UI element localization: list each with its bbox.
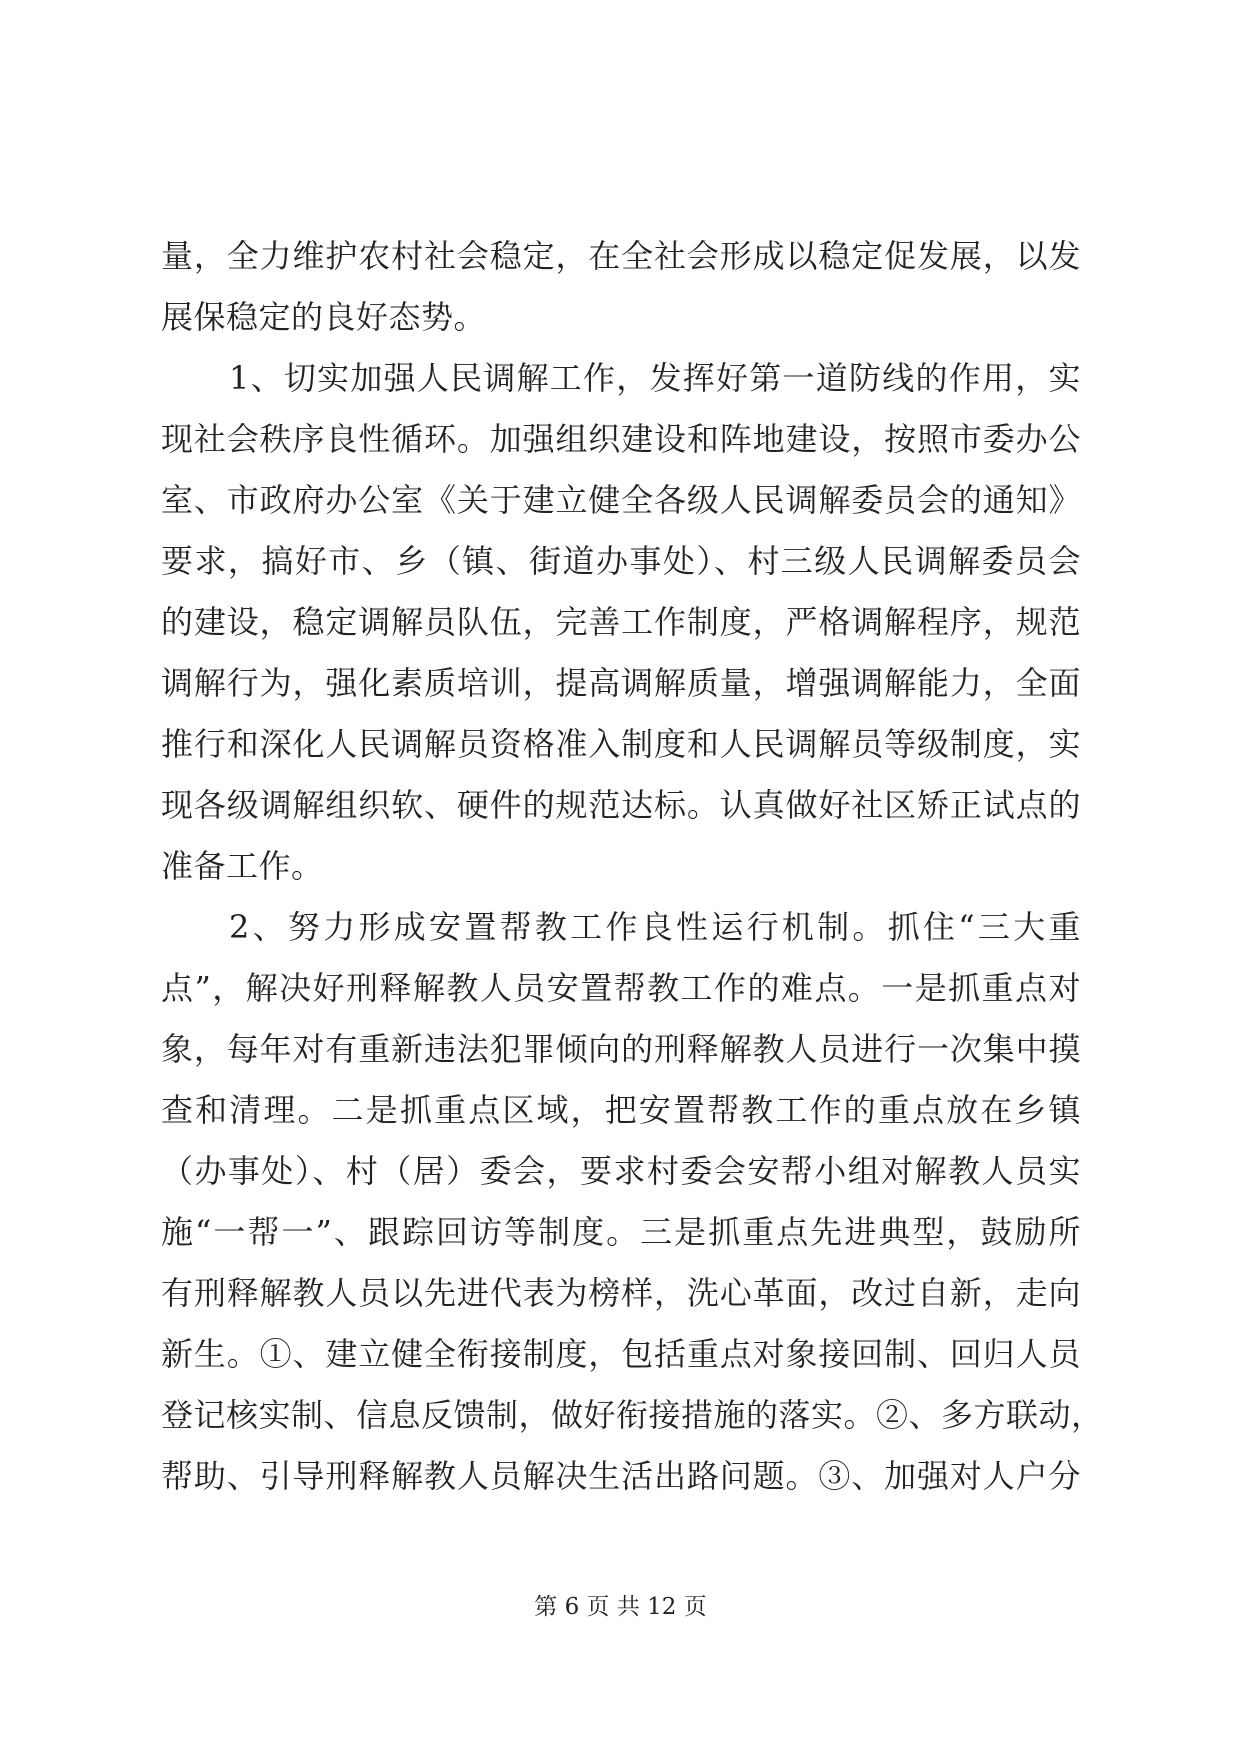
text-line: 要求，搞好市、乡（镇、街道办事处）、村三级人民调解委员会 <box>161 542 1081 580</box>
text-line: 2、努力形成安置帮教工作良性运行机制。抓住“三大重 <box>229 908 1081 946</box>
text-line: 象，每年对有重新违法犯罪倾向的刑释解教人员进行一次集中摸 <box>161 1030 1081 1068</box>
text-line: 的建设，稳定调解员队伍，完善工作制度，严格调解程序，规范 <box>161 603 1081 641</box>
text-line: 室、市政府办公室《关于建立健全各级人民调解委员会的通知》 <box>161 481 1081 519</box>
body-text <box>161 226 1104 1507</box>
text-line: 新生。①、建立健全衔接制度，包括重点对象接回制、回归人员 <box>161 1335 1081 1373</box>
text-line: 现各级调解组织软、硬件的规范达标。认真做好社区矫正试点的 <box>161 786 1081 824</box>
text-line: 准备工作。 <box>161 847 324 885</box>
text-line: 施“一帮一”、跟踪回访等制度。三是抓重点先进典型，鼓励所 <box>161 1213 1081 1251</box>
text-line: （办事处）、村（居）委会，要求村委会安帮小组对解教人员实 <box>161 1152 1081 1190</box>
text-line: 调解行为，强化素质培训，提高调解质量，增强调解能力，全面 <box>161 664 1081 702</box>
text-line: 登记核实制、信息反馈制，做好衔接措施的落实。②、多方联动， <box>161 1396 1104 1434</box>
page-number: 第 6 页 共 12 页 <box>534 1594 707 1620</box>
text-line: 查和清理。二是抓重点区域，把安置帮教工作的重点放在乡镇 <box>161 1091 1081 1129</box>
text-line: 推行和深化人民调解员资格准入制度和人民调解员等级制度，实 <box>161 725 1081 763</box>
text-line: 有刑释解教人员以先进代表为榜样，洗心革面，改过自新，走向 <box>161 1274 1081 1312</box>
text-line: 帮助、引导刑释解教人员解决生活出路问题。③、加强对人户分 <box>161 1457 1081 1495</box>
page-footer <box>0 1592 1241 1622</box>
text-line: 点”，解决好刑释解教人员安置帮教工作的难点。一是抓重点对 <box>161 969 1081 1007</box>
text-line: 1、切实加强人民调解工作，发挥好第一道防线的作用，实 <box>229 359 1081 397</box>
text-line: 量，全力维护农村社会稳定，在全社会形成以稳定促发展，以发 <box>161 237 1081 275</box>
text-line: 展保稳定的良好态势。 <box>161 298 487 336</box>
text-line: 现社会秩序良性循环。加强组织建设和阵地建设，按照市委办公 <box>161 420 1081 458</box>
